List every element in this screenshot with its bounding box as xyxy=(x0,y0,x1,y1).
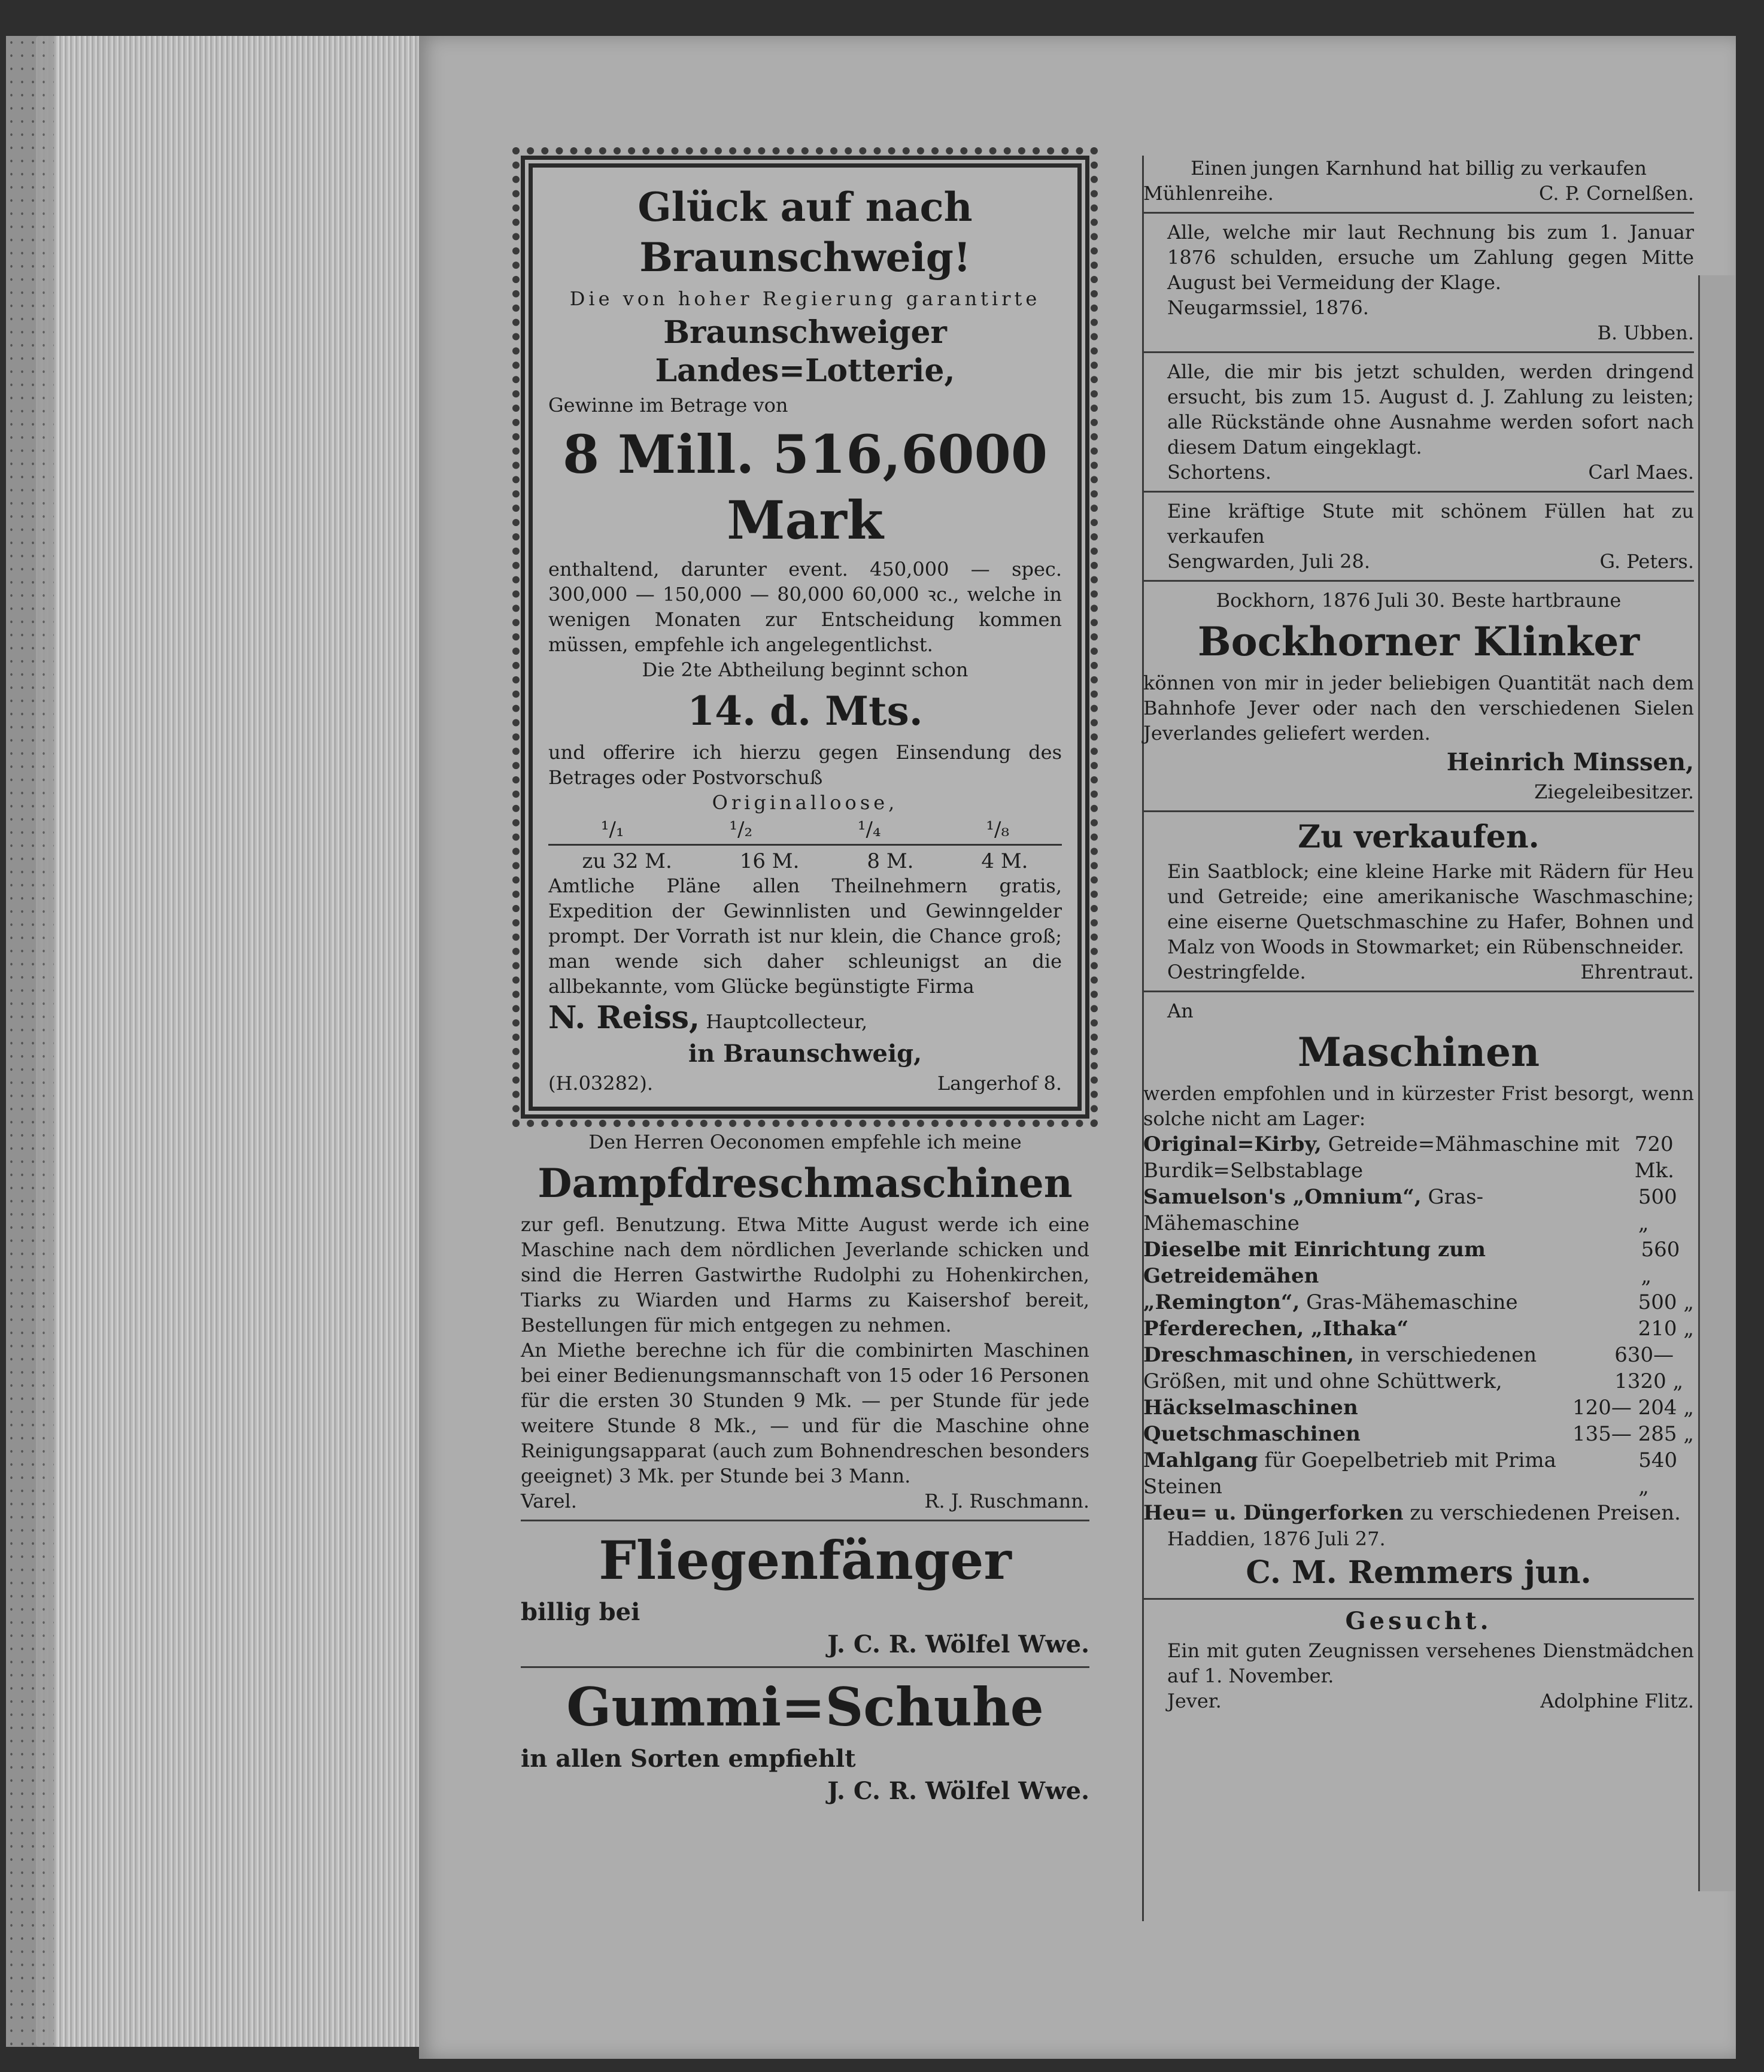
divider xyxy=(1143,1598,1694,1600)
list-item xyxy=(1143,1289,1694,1315)
gummi-line: in allen Sorten empfiehlt xyxy=(521,1745,856,1773)
item-desc: Getreide=Mähmaschine mit Burdik=Selbstablage xyxy=(1143,1132,1620,1183)
list-item xyxy=(1143,1342,1694,1395)
gummi-ad xyxy=(521,1674,1089,1807)
divider xyxy=(1143,351,1694,353)
gesucht-place: Jever. xyxy=(1167,1690,1222,1712)
dampf-title: Dampfdreschmaschinen xyxy=(538,1160,1073,1207)
verkaufen-signature xyxy=(1143,959,1694,985)
price: 16 M. xyxy=(739,849,800,873)
peters-signature xyxy=(1143,549,1694,574)
klinker-ad xyxy=(1143,588,1694,804)
item-price: 560 „ xyxy=(1641,1238,1680,1288)
karnhund-body: Einen jungen Karnhund hat billig zu verkaufen xyxy=(1191,157,1647,180)
maschinen-an: An xyxy=(1167,999,1194,1022)
newspaper-page xyxy=(419,36,1736,2059)
dampf-body2: An Miethe berechne ich für die combinirten Maschinen bei einer Bedienungsmannschaft von 15 oder 16 Personen für die ersten 30 Stunden 9 Mk. — per Stunde für jede weitere Stunde 8 Mk., — und für die Maschine ohne Reinigungsapparat (auch zum Bohnendreschen besonders geeignet) 3 Mk. per Stunde bei 3 Mann. xyxy=(521,1339,1089,1487)
maes-ad xyxy=(1143,359,1694,485)
divider xyxy=(521,1520,1089,1521)
lottery-prices xyxy=(548,844,1062,873)
item-desc: Gras-Mähemaschine xyxy=(1143,1185,1484,1235)
list-item xyxy=(1143,1421,1694,1447)
lottery-firm: N. Reiss, xyxy=(548,999,700,1036)
gesucht-title: Gesucht. xyxy=(1345,1607,1492,1635)
maschinen-signer: C. M. Remmers jun. xyxy=(1246,1554,1592,1591)
karnhund-signer: C. P. Cornelßen. xyxy=(1539,182,1694,205)
dampf-body: zur gefl. Benutzung. Etwa Mitte August werde ich eine Maschine nach dem nördlichen Jeverlande schicken und sind die Herren Gastwirthe Rudolphi zu Hohenkirchen, Tiarks zu Wiarden und Harms zu Kaisershof bereit, Bestellungen für mich entgegen zu nehmen. xyxy=(521,1213,1089,1336)
klinker-signer-title: Ziegeleibesitzer. xyxy=(1534,780,1694,803)
divider xyxy=(1143,212,1694,214)
lottery-originals: Originalloose, xyxy=(712,791,898,814)
divider xyxy=(1143,491,1694,493)
klinker-signer: Heinrich Minssen, xyxy=(1446,748,1694,776)
lottery-line3: Die 2te Abtheilung beginnt schon xyxy=(642,658,968,681)
klinker-title: Bockhorner Klinker xyxy=(1197,618,1640,665)
list-item xyxy=(1143,1447,1694,1500)
divider xyxy=(1143,580,1694,582)
verkaufen-place: Oestringfelde. xyxy=(1167,961,1306,983)
left-column xyxy=(521,156,1089,1808)
karnhund-ad xyxy=(1143,156,1694,206)
verkaufen-body: Ein Saatblock; eine kleine Harke mit Rädern für Heu und Getreide; eine amerikanische Waschmaschine; eine eiserne Quetschmaschine zu Hafer, Bohnen und Malz von Woods in Stowmarket; ein Rübenschneider. xyxy=(1167,860,1694,958)
maes-body: Alle, die mir bis jetzt schulden, werden dringend ersucht, bis zum 15. August d. J. Zahlung zu leisten; alle Rückstände ohne Ausnahme werden sofort nach diesem Datum eingeklagt. xyxy=(1167,360,1694,458)
maes-signer: Carl Maes. xyxy=(1588,461,1694,484)
list-item xyxy=(1143,1236,1694,1289)
list-item xyxy=(1143,1395,1694,1421)
item-name: Pferderechen, „Ithaka“ xyxy=(1143,1317,1409,1341)
item-name: Samuelson's „Omnium“, xyxy=(1143,1185,1422,1209)
item-name: Quetschmaschinen xyxy=(1143,1422,1361,1446)
item-price: 540 „ xyxy=(1638,1448,1678,1499)
maes-signature xyxy=(1143,460,1694,485)
price: 8 M. xyxy=(867,849,914,873)
list-item xyxy=(1143,1184,1694,1236)
lottery-ref: (H.03282). xyxy=(548,1072,654,1095)
divider xyxy=(521,1666,1089,1668)
gesucht-body: Ein mit guten Zeugnissen versehenes Dienstmädchen auf 1. November. xyxy=(1167,1639,1694,1687)
lottery-line1: Die von hoher Regierung garantirte xyxy=(569,287,1041,310)
maschinen-place: Haddien, 1876 Juli 27. xyxy=(1167,1527,1386,1550)
lottery-ad xyxy=(521,156,1089,1119)
gesucht-signature xyxy=(1143,1688,1694,1713)
lottery-body2: und offerire ich hierzu gegen Einsendung des Betrages oder Postvorschuß xyxy=(548,741,1062,789)
maschinen-title: Maschinen xyxy=(1297,1029,1540,1076)
lottery-body: enthaltend, darunter event. 450,000 — spec. 300,000 — 150,000 — 80,000 60,000 ꝛc., welche in wenigen Monaten zur Entscheidung kommen müssen, empfehle ich angelegentlichst. xyxy=(548,558,1062,656)
gesucht-ad xyxy=(1143,1606,1694,1713)
lottery-city: in Braunschweig, xyxy=(688,1040,922,1068)
item-name: Heu= u. Düngerforken xyxy=(1143,1501,1404,1525)
item-desc: zu verschiedenen Preisen. xyxy=(1410,1501,1681,1525)
maes-place: Schortens. xyxy=(1167,461,1272,484)
ubben-body: Alle, welche mir laut Rechnung bis zum 1. Januar 1876 schulden, ersuche um Zahlung gegen Mitte August bei Vermeidung der Klage. xyxy=(1167,221,1694,294)
karnhund-signature xyxy=(1143,181,1694,206)
item-price: 500 „ xyxy=(1638,1185,1677,1235)
dampf-signer: R. J. Ruschmann. xyxy=(924,1490,1089,1512)
list-item xyxy=(1143,1500,1694,1526)
divider xyxy=(1143,810,1694,812)
fliegen-ad xyxy=(521,1527,1089,1660)
klinker-body: können von mir in jeder beliebigen Quantität nach dem Bahnhofe Jever oder nach den verschiedenen Sielen Jeverlandes geliefert werden. xyxy=(1143,672,1694,745)
lottery-footer xyxy=(548,1071,1062,1096)
maschinen-ad xyxy=(1143,998,1694,1592)
fliegen-line: billig bei xyxy=(521,1598,640,1626)
verkaufen-title: Zu verkaufen. xyxy=(1298,819,1540,855)
dampf-place: Varel. xyxy=(521,1490,577,1512)
book-page-edges xyxy=(36,36,419,2047)
dampf-ad xyxy=(521,1129,1089,1514)
list-item xyxy=(1143,1131,1694,1184)
ubben-ad xyxy=(1143,220,1694,345)
list-item xyxy=(1143,1315,1694,1342)
item-name: Mahlgang xyxy=(1143,1448,1258,1472)
ubben-signer: B. Ubben. xyxy=(1597,321,1694,344)
item-desc: Gras-Mähemaschine xyxy=(1306,1290,1518,1314)
item-desc: in verschiedenen Größen, mit und ohne Schüttwerk, xyxy=(1143,1343,1537,1393)
lottery-title: Glück auf nach Braunschweig! xyxy=(637,184,973,281)
lottery-date: 14. d. Mts. xyxy=(687,688,923,734)
lottery-name: Braunschweiger Landes=Lotterie, xyxy=(655,314,955,389)
verkaufen-ad xyxy=(1143,818,1694,985)
lottery-body3: Amtliche Pläne allen Theilnehmern gratis, Expedition der Gewinnlisten und Gewinngelder prompt. Der Vorrath ist nur klein, die Chance groß; man wende sich daher schleunigst an die allbekannte, vom Glücke begünstigte Firma xyxy=(548,874,1062,998)
item-name: Original=Kirby, xyxy=(1143,1132,1322,1156)
right-column xyxy=(1143,156,1694,1713)
lottery-fractions xyxy=(548,818,1062,841)
fliegen-seller: J. C. R. Wölfel Wwe. xyxy=(827,1630,1089,1658)
fraction: ¹/₁ xyxy=(600,818,624,841)
lottery-address: Langerhof 8. xyxy=(937,1072,1062,1095)
dampf-intro: Den Herren Oeconomen empfehle ich meine xyxy=(588,1131,1022,1153)
fraction: ¹/₂ xyxy=(729,818,753,841)
karnhund-place: Mühlenreihe. xyxy=(1143,182,1274,205)
verkaufen-signer: Ehrentraut. xyxy=(1580,961,1694,983)
maschinen-list xyxy=(1143,1131,1694,1526)
klinker-intro: Bockhorn, 1876 Juli 30. Beste hartbraune xyxy=(1216,589,1622,612)
item-price: 720 Mk. xyxy=(1634,1132,1674,1183)
price: zu 32 M. xyxy=(582,849,672,873)
item-name: Dieselbe mit Einrichtung zum Getreidemähen xyxy=(1143,1238,1486,1288)
item-price: 210 „ xyxy=(1638,1317,1694,1341)
fliegen-title: Fliegenfänger xyxy=(599,1529,1012,1591)
peters-place: Sengwarden, Juli 28. xyxy=(1167,550,1371,573)
gummi-seller: J. C. R. Wölfel Wwe. xyxy=(827,1777,1089,1805)
maschinen-body: werden empfohlen und in kürzester Frist besorgt, wenn solche nicht am Lager: xyxy=(1143,1082,1694,1130)
gesucht-signer: Adolphine Flitz. xyxy=(1540,1690,1694,1712)
peters-body: Eine kräftige Stute mit schönem Füllen hat zu verkaufen xyxy=(1167,500,1694,548)
lottery-amount: 8 Mill. 516,6000 Mark xyxy=(562,423,1048,551)
divider xyxy=(1143,991,1694,992)
gummi-title: Gummi=Schuhe xyxy=(566,1676,1044,1738)
peters-signer: G. Peters. xyxy=(1599,550,1694,573)
ubben-place: Neugarmssiel, 1876. xyxy=(1167,296,1369,319)
fraction: ¹/₄ xyxy=(857,818,881,841)
fraction: ¹/₈ xyxy=(986,818,1010,841)
dampf-signature xyxy=(521,1488,1089,1514)
item-price: 135— 285 „ xyxy=(1572,1422,1694,1446)
item-name: Dreschmaschinen, xyxy=(1143,1343,1354,1367)
price: 4 M. xyxy=(981,849,1028,873)
item-price: 120— 204 „ xyxy=(1572,1396,1694,1420)
lottery-line2: Gewinne im Betrage von xyxy=(548,394,788,417)
item-price: 630—1320 „ xyxy=(1614,1343,1684,1393)
lottery-firm-title: Hauptcollecteur, xyxy=(706,1010,868,1033)
adjacent-page-edge xyxy=(1698,275,1736,1891)
item-name: „Remington“, xyxy=(1143,1290,1300,1314)
item-price: 500 „ xyxy=(1638,1290,1694,1314)
peters-ad xyxy=(1143,499,1694,574)
item-desc: für Goepelbetrieb mit Prima Steinen xyxy=(1143,1448,1556,1499)
item-name: Häckselmaschinen xyxy=(1143,1396,1358,1420)
